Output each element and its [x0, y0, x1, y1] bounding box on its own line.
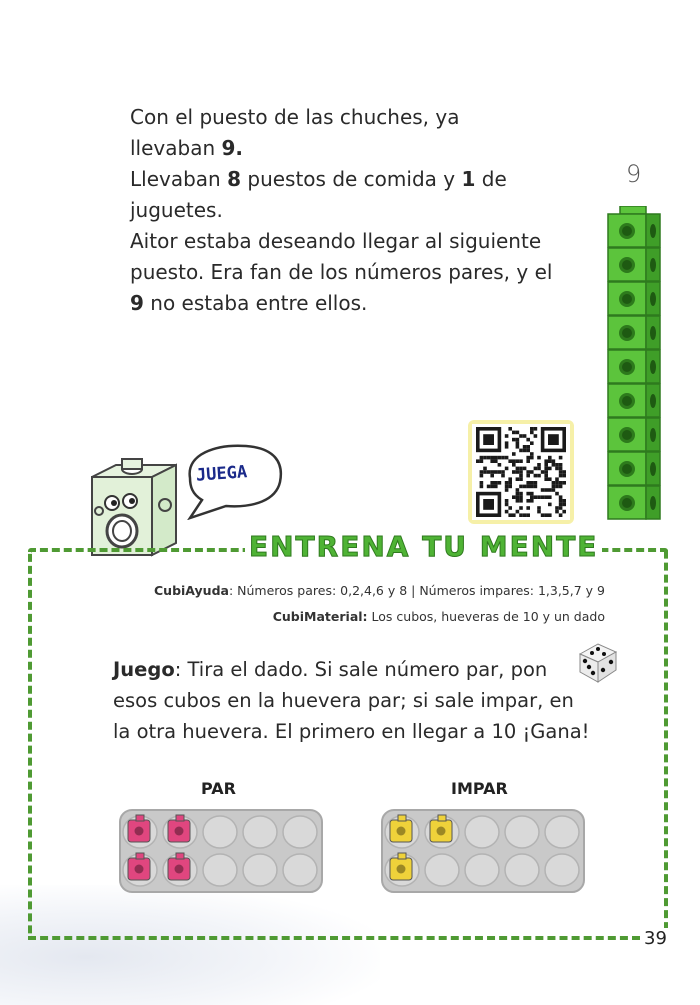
egg-cup [203, 854, 237, 886]
tower-cube [608, 418, 660, 451]
game-instructions [113, 654, 593, 747]
egg-tray-par [118, 806, 324, 896]
tower-top-nub [620, 206, 646, 214]
tower-cube [608, 316, 660, 349]
game-line-1: Juego: Tira el dado. Si sale número par, pon [113, 658, 548, 681]
story-line-2: llevaban 9. [130, 136, 244, 160]
story-line-1: Con el puesto de las chuches, ya [130, 105, 460, 129]
egg-cup [545, 816, 579, 848]
page-number: 39 [644, 928, 667, 949]
qr-code[interactable] [468, 420, 574, 524]
tower-cube [608, 452, 660, 485]
story-line-4: juguetes. [130, 198, 223, 222]
game-line-3: la otra huevera. El primero en llegar a 10 ¡Gana! [113, 720, 590, 743]
tower-cube [608, 350, 660, 383]
tower-cube [608, 282, 660, 315]
tower-cube [608, 486, 660, 519]
egg-cup [505, 816, 539, 848]
egg-cup [283, 816, 317, 848]
egg-cup [203, 816, 237, 848]
egg-cup [465, 816, 499, 848]
egg-cup [465, 854, 499, 886]
green-cube-tower [606, 206, 664, 522]
tower-cube [608, 214, 660, 247]
activity-frame-bottom [28, 936, 640, 940]
section-headline: ENTRENA TU MENTE [245, 530, 602, 563]
story-line-6: puesto. Era fan de los números pares, y el [130, 260, 553, 284]
tower-cube [608, 248, 660, 281]
egg-cup [243, 854, 277, 886]
tray-label-par: PAR [201, 779, 236, 798]
cubimaterial-line: CubiMaterial: Los cubos, hueveras de 10 y un dado [272, 609, 605, 624]
egg-cup [545, 854, 579, 886]
bubble-text: JUEGA [195, 462, 248, 486]
tower-count-label: 9 [626, 160, 642, 188]
story-line-7: 9 no estaba entre ellos. [130, 291, 368, 315]
tower-cube [608, 384, 660, 417]
game-line-2: esos cubos en la huevera par; si sale impar, en [113, 689, 574, 712]
egg-cup [425, 854, 459, 886]
story-text [130, 102, 580, 319]
egg-cup [505, 854, 539, 886]
egg-cup [243, 816, 277, 848]
tray-label-impar: IMPAR [451, 779, 508, 798]
egg-cup [283, 854, 317, 886]
story-line-3: Llevaban 8 puestos de comida y 1 de [130, 167, 507, 191]
cubiayuda-line: CubiAyuda: Números pares: 0,2,4,6 y 8 | Números impares: 1,3,5,7 y 9 [154, 583, 605, 598]
story-line-5: Aitor estaba deseando llegar al siguiente [130, 229, 542, 253]
egg-tray-impar [380, 806, 586, 896]
